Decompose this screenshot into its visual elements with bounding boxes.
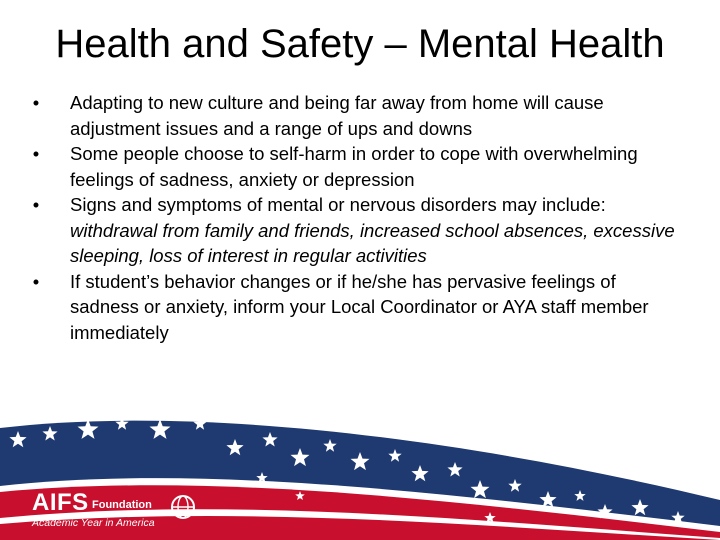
bullet-item bbox=[26, 269, 686, 346]
bullet-marker: • bbox=[32, 270, 40, 292]
bullet-item bbox=[26, 141, 686, 192]
bullet-list bbox=[26, 90, 686, 345]
bullet-text: Signs and symptoms of mental or nervous disorders may include: bbox=[70, 194, 606, 215]
logo-wordmark: AIFS bbox=[32, 489, 89, 516]
logo-foundation-text: Foundation bbox=[92, 499, 152, 511]
bullet-text: If student’s behavior changes or if he/she has pervasive feelings of sadness or anxiety, inform your Local Coordinator or AYA staff member immediately bbox=[70, 270, 649, 343]
bullet-text: withdrawal from family and friends, increased school absences, excessive sleeping, loss of interest in regular activities bbox=[70, 219, 675, 266]
bullet-item bbox=[26, 192, 686, 269]
bullet-text: Adapting to new culture and being far away from home will cause adjustment issues and a range of ups and downs bbox=[70, 92, 604, 139]
slide-title: Health and Safety – Mental Health bbox=[55, 22, 665, 66]
bullet-item bbox=[26, 90, 686, 141]
logo-tagline: Academic Year in America bbox=[32, 517, 155, 529]
aifs-logo bbox=[30, 490, 210, 534]
bullet-marker: • bbox=[32, 92, 40, 113]
bullet-marker: • bbox=[32, 194, 40, 215]
bullet-marker: • bbox=[32, 143, 40, 164]
bullet-text: Some people choose to self-harm in order to cope with overwhelming feelings of sadness, anxiety or depression bbox=[70, 143, 638, 190]
globe-icon bbox=[170, 494, 196, 520]
